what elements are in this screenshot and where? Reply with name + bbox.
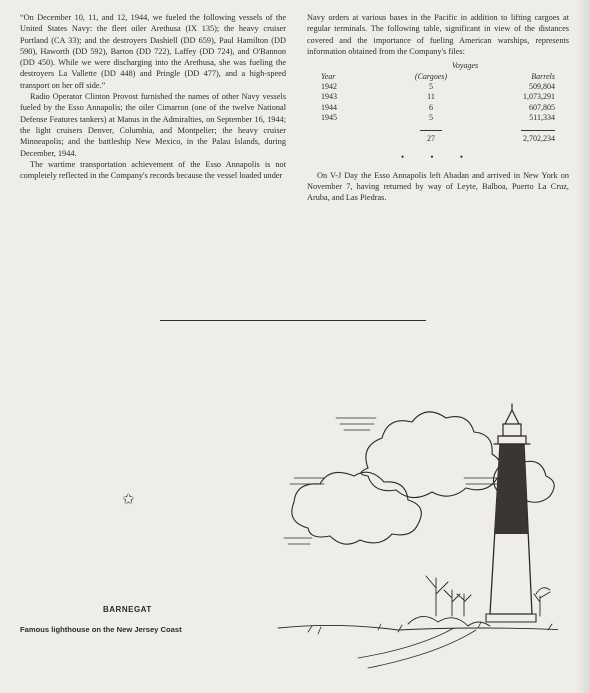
table-header-top: Voyages [451,61,479,71]
table-cell-voyages: 11 [427,92,435,102]
table-cell-barrels: 511,334 [529,113,555,123]
table-cell-voyages: 5 [429,113,433,123]
page-edge-shadow [576,0,590,693]
cloud-shape [292,472,421,544]
lighthouse-base [486,614,536,622]
total-rule [420,130,442,131]
right-column [307,12,569,204]
path-line [358,628,476,668]
star-icon: ✩ [122,490,135,508]
table-cell-voyages: 6 [429,102,433,112]
horizontal-rule [160,320,426,321]
hatch-lines [284,418,504,544]
table-cell-barrels: 509,804 [529,82,555,91]
table-header-year: Year [321,71,336,81]
right-paragraph-1: Navy orders at various bases in the Pacific in addition to lifting cargoes at regular terminals. The following table, significant in view of the distances covered and the importance of fueling American warships, represents information obtained from the Company's files: [307,13,569,56]
table-total-row [315,134,555,144]
table-cell-barrels: 607,805 [529,102,555,112]
left-paragraph-3: The wartime transportation achievement of the Esso Annapolis is not completely reflected in the Company's records because the vessel loaded under [20,159,286,181]
section-dots: • • • [401,152,475,163]
table-rule-row [315,124,555,134]
tree-shape [426,576,471,616]
table-row [315,103,555,113]
cloud-shape [361,412,501,498]
table-cell-year: 1944 [321,102,337,112]
table-row [315,113,555,123]
table-cell-year: 1943 [321,92,337,102]
table-total-barrels: 2,702,234 [523,134,555,144]
voyages-table [315,61,555,144]
lighthouse-dark-band [494,444,528,534]
lighthouse-lantern [503,404,521,436]
right-paragraph-2: On V-J Day the Esso Annapolis left Abadan and arrived in New York on November 7, having returned by way of Leyte, Balboa, Puerto La Cruz, Aruba, and Las Piedras. [307,170,569,203]
table-cell-barrels: 1,073,291 [523,92,555,102]
table-header-barrels: Barrels [531,71,555,81]
table-cell-year: 1945 [321,113,337,123]
lighthouse-icon [248,388,558,678]
dead-tree-shape [534,588,550,616]
caption-subtitle: Famous lighthouse on the New Jersey Coast [20,625,182,634]
left-column [20,12,286,181]
table-cell-voyages: 5 [429,82,433,91]
table-row [315,82,555,92]
table-total-voyages: 27 [427,134,435,144]
total-rule [521,130,555,131]
table-header-row [315,72,555,82]
lighthouse-gallery [494,436,530,444]
table-row [315,92,555,102]
left-paragraph-2: Radio Operator Clinton Provost furnished the names of other Navy vessels fueled by the Esso Annapolis; the oiler Cimarron (one of the twelve National Defense Features tankers) at Manus in the Admiralties, on September 16, 1944; the light cruisers Denver, Columbia, and Montpelier; the heavy cruiser Minneapolis; and the battleship New Mexico, in the Palau Islands, during December, 1944. [20,92,286,158]
table-cell-year: 1942 [321,82,337,91]
shrub-shape [408,616,490,626]
table-header-voyages: (Cargoes) [414,71,448,81]
caption-title: BARNEGAT [103,605,152,614]
left-paragraph-1: “On December 10, 11, and 12, 1944, we fueled the following vessels of the United States Navy: the fleet oiler Arethusa (IX 135); the heavy cruiser Portland (CA 33); and the destroyers Dashiell (DD 659), Paul Hamilton (DD 590), Haworth (DD 592), Barton (DD 722), Laffey (DD 724), and O'Bannon (DD 450). While we were discharging into the Arethusa, she was fueling the destroyers La Vallette (DD 448) and Pringle (DD 477), and a high-speed transport on her off side.” [20,13,286,90]
